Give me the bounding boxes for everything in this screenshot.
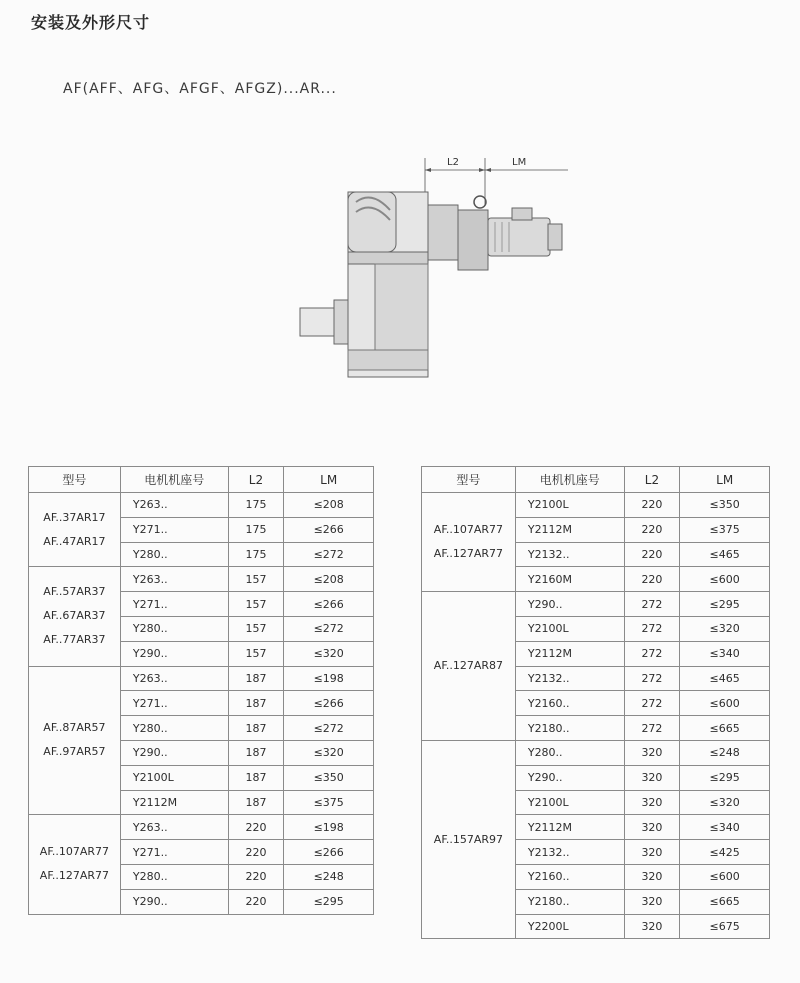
lm-cell: ≤266 [284,592,374,617]
model-group-cell [422,493,516,592]
model-group-cell [422,740,516,938]
model-name: AF..157AR97 [433,832,504,846]
header-type: 型号 [29,467,121,493]
motor-frame-cell: Y2112M [515,641,624,666]
lm-cell: ≤295 [680,765,770,790]
l2-cell: 272 [624,592,680,617]
model-group-cell [422,592,516,741]
motor-frame-cell: Y2180.. [515,716,624,741]
motor-frame-cell: Y2160M [515,567,624,592]
motor-frame-cell: Y2132.. [515,666,624,691]
l2-cell: 272 [624,666,680,691]
model-name: AF..127AR77 [433,547,504,561]
lm-cell: ≤295 [284,889,374,914]
lm-cell: ≤295 [680,592,770,617]
table-row [422,493,770,518]
l2-cell: 187 [228,740,284,765]
l2-cell: 157 [228,592,284,617]
l2-cell: 175 [228,517,284,542]
l2-cell: 220 [228,864,284,889]
model-group-cell [29,567,121,666]
lm-cell: ≤266 [284,691,374,716]
motor-frame-cell: Y280.. [120,616,228,641]
l2-cell: 220 [624,517,680,542]
lm-cell: ≤375 [284,790,374,815]
lm-cell: ≤248 [680,740,770,765]
lm-cell: ≤340 [680,641,770,666]
l2-cell: 320 [624,765,680,790]
dim-lm-label: LM [512,157,527,168]
lm-cell: ≤425 [680,840,770,865]
model-group-cell [29,666,121,815]
motor-frame-cell: Y280.. [120,542,228,567]
motor-frame-cell: Y2180.. [515,889,624,914]
header-type: 型号 [422,467,516,493]
model-name: AF..127AR77 [39,869,110,883]
table-row [29,493,374,518]
spec-table-left [28,466,374,915]
lm-cell: ≤266 [284,517,374,542]
lm-cell: ≤320 [680,616,770,641]
motor-frame-cell: Y2112M [515,815,624,840]
motor-frame-cell: Y2100L [120,765,228,790]
motor-frame-cell: Y2200L [515,914,624,939]
lm-cell: ≤600 [680,567,770,592]
motor-frame-cell: Y2100L [515,790,624,815]
page-title: 安装及外形尺寸 [31,13,151,32]
model-name: AF..107AR77 [433,523,504,537]
l2-cell: 220 [228,815,284,840]
header-motor: 电机机座号 [515,467,624,493]
table-row [422,592,770,617]
l2-cell: 320 [624,740,680,765]
l2-cell: 220 [228,889,284,914]
lm-cell: ≤272 [284,716,374,741]
l2-cell: 272 [624,691,680,716]
l2-cell: 320 [624,914,680,939]
l2-cell: 320 [624,815,680,840]
l2-cell: 272 [624,716,680,741]
lm-cell: ≤198 [284,666,374,691]
lm-cell: ≤675 [680,914,770,939]
motor-frame-cell: Y271.. [120,517,228,542]
header-lm: LM [284,467,374,493]
motor-frame-cell: Y290.. [120,889,228,914]
lm-cell: ≤465 [680,542,770,567]
table-row [29,666,374,691]
motor-frame-cell: Y290.. [515,592,624,617]
l2-cell: 187 [228,716,284,741]
l2-cell: 220 [624,567,680,592]
motor-frame-cell: Y263.. [120,815,228,840]
motor-frame-cell: Y290.. [120,740,228,765]
l2-cell: 157 [228,567,284,592]
model-group-cell [29,815,121,914]
model-name: AF..107AR77 [39,845,110,859]
l2-cell: 220 [228,840,284,865]
l2-cell: 157 [228,641,284,666]
table-header-row [29,467,374,493]
lm-cell: ≤266 [284,840,374,865]
l2-cell: 320 [624,889,680,914]
motor-frame-cell: Y280.. [120,716,228,741]
model-group-cell [29,493,121,567]
motor-frame-cell: Y2160.. [515,691,624,716]
lm-cell: ≤665 [680,889,770,914]
dim-l2-label: L2 [447,157,459,168]
motor-frame-cell: Y290.. [515,765,624,790]
model-name: AF..87AR57 [43,721,106,735]
model-name: AF..67AR37 [43,609,106,623]
motor-frame-cell: Y2160.. [515,864,624,889]
lm-cell: ≤600 [680,864,770,889]
l2-cell: 272 [624,641,680,666]
table-header-row [422,467,770,493]
motor-frame-cell: Y2100L [515,616,624,641]
l2-cell: 175 [228,542,284,567]
model-name: AF..47AR17 [43,534,106,548]
motor-frame-cell: Y290.. [120,641,228,666]
lm-cell: ≤320 [680,790,770,815]
l2-cell: 320 [624,790,680,815]
motor-frame-cell: Y2112M [120,790,228,815]
l2-cell: 220 [624,493,680,518]
l2-cell: 157 [228,616,284,641]
model-name: AF..57AR37 [43,585,106,599]
lm-cell: ≤665 [680,716,770,741]
l2-cell: 175 [228,493,284,518]
lm-cell: ≤272 [284,542,374,567]
lm-cell: ≤375 [680,517,770,542]
l2-cell: 272 [624,616,680,641]
l2-cell: 320 [624,864,680,889]
l2-cell: 187 [228,765,284,790]
l2-cell: 187 [228,691,284,716]
header-l2: L2 [624,467,680,493]
model-name: AF..127AR87 [433,659,504,673]
lm-cell: ≤248 [284,864,374,889]
l2-cell: 220 [624,542,680,567]
lm-cell: ≤340 [680,815,770,840]
table-row [29,815,374,840]
motor-frame-cell: Y271.. [120,840,228,865]
lm-cell: ≤600 [680,691,770,716]
motor-frame-cell: Y2100L [515,493,624,518]
table-row [422,740,770,765]
l2-cell: 320 [624,840,680,865]
lm-cell: ≤208 [284,493,374,518]
table-row [29,567,374,592]
lm-cell: ≤198 [284,815,374,840]
header-lm: LM [680,467,770,493]
spec-table-right [421,466,770,939]
motor-frame-cell: Y280.. [515,740,624,765]
header-motor: 电机机座号 [120,467,228,493]
model-name: AF..97AR57 [43,745,106,759]
motor-frame-cell: Y263.. [120,493,228,518]
motor-frame-cell: Y2132.. [515,542,624,567]
l2-cell: 187 [228,790,284,815]
gear-reducer-drawing [290,150,570,385]
lm-cell: ≤350 [680,493,770,518]
lm-cell: ≤272 [284,616,374,641]
lm-cell: ≤465 [680,666,770,691]
motor-frame-cell: Y263.. [120,666,228,691]
series-title: AF(AFF、AFG、AFGF、AFGZ)...AR... [63,81,337,97]
motor-frame-cell: Y263.. [120,567,228,592]
motor-frame-cell: Y271.. [120,592,228,617]
lm-cell: ≤208 [284,567,374,592]
lm-cell: ≤320 [284,740,374,765]
motor-frame-cell: Y271.. [120,691,228,716]
model-name: AF..77AR37 [43,633,106,647]
lm-cell: ≤350 [284,765,374,790]
model-name: AF..37AR17 [43,510,106,524]
lm-cell: ≤320 [284,641,374,666]
header-l2: L2 [228,467,284,493]
l2-cell: 187 [228,666,284,691]
motor-frame-cell: Y2112M [515,517,624,542]
motor-frame-cell: Y280.. [120,864,228,889]
motor-frame-cell: Y2132.. [515,840,624,865]
